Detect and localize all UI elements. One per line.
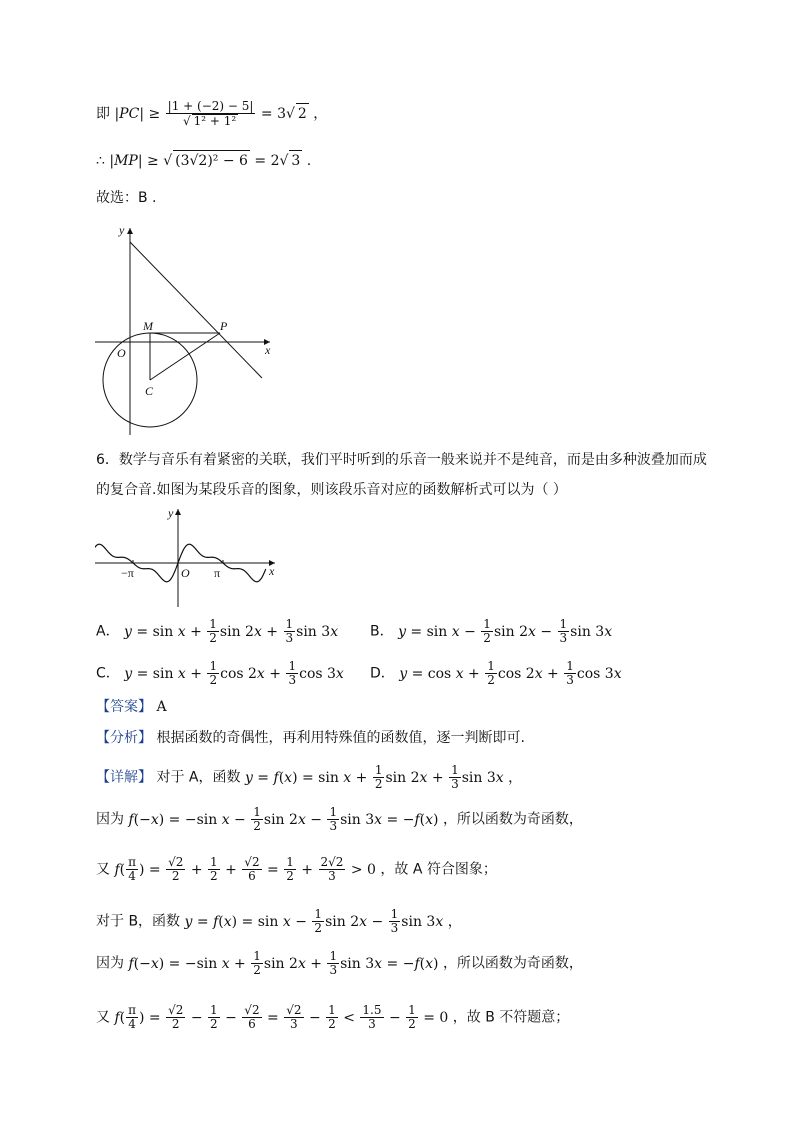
answer-value: A xyxy=(156,699,167,715)
pc-inequality: |PC| ≥ $\frac{|1 + (-2) - 5|}{\text{√ 1² + 1²}}$ = 3√ 2 ， xyxy=(114,99,328,128)
solution-prefix: 即 xyxy=(96,106,110,122)
figure-wave xyxy=(95,505,285,610)
label-x: x xyxy=(269,564,275,578)
option-a[interactable]: A． y = sin x + $\frac{1}{2}$ sin 2x + $\frac{1}{3}$ sin 3x xyxy=(96,617,339,645)
solution-line-pc xyxy=(96,100,327,128)
solution-choice: 故选：B . xyxy=(96,190,157,206)
label-p: P xyxy=(220,319,228,333)
label-y: y xyxy=(168,506,174,520)
label-pi: π xyxy=(214,566,221,580)
detail-b-value: 又 f( $\frac{\pi}{4}$ ) = $\frac{√2}{2}$ − $\frac{1}{2}$ − $\frac{√2}{6}$ = $\frac{√2}{3}$ − $\frac{1}{2}$ < $\frac{1.5}{3}$ − $\frac{1}{2}$ = 0 ，故 B 不符题意； xyxy=(96,1003,570,1031)
mp-inequality: ∴ |MP| ≥ √ (3√2)² − 6 = 2√ 3 . xyxy=(96,153,311,169)
option-b-formula: y = sin x − $\frac{1}{2}$ sin 2x − $\frac{1}{3}$ sin 3x xyxy=(398,617,613,645)
analysis-tag: 【分析】 xyxy=(96,730,152,746)
answer-tag: 【答案】 xyxy=(96,699,152,715)
label-c: C xyxy=(145,384,154,398)
label-o: O xyxy=(181,566,190,580)
label-x: x xyxy=(265,343,271,357)
option-c-formula: y = sin x + $\frac{1}{2}$ cos 2x + $\frac{1}{3}$ cos 3x xyxy=(124,659,344,687)
segment-pc xyxy=(150,333,220,380)
label-m: M xyxy=(143,319,153,333)
label-y: y xyxy=(119,223,125,237)
option-a-formula: y = sin x + $\frac{1}{2}$ sin 2x + $\frac{1}{3}$ sin 3x xyxy=(124,617,339,645)
label-neg-pi: −π xyxy=(121,566,134,580)
analysis-text: 根据函数的奇偶性，再利用特殊值的函数值，逐一判断即可. xyxy=(156,730,525,746)
detail-a-odd: 因为 f(−x) = −sin x − $\frac{1}{2}$ sin 2x − $\frac{1}{3}$ sin 3x = −f(x) ，所以函数为奇函数， xyxy=(96,805,583,833)
detail-a-intro: 【详解】 对于 A，函数 y = f(x) = sin x + $\frac{1}{2}$ sin 2x + $\frac{1}{3}$ sin 3x ， xyxy=(96,763,523,791)
analysis-line xyxy=(96,728,525,748)
detail-b-odd: 因为 f(−x) = −sin x + $\frac{1}{2}$ sin 2x + $\frac{1}{3}$ sin 3x = −f(x) ，所以函数为奇函数， xyxy=(96,949,583,977)
solution-line-mp xyxy=(96,150,311,171)
question6-stem-line2: 的复合音.如图为某段乐音的图象，则该段乐音对应的函数解析式可以为（ ） xyxy=(96,482,567,498)
detail-b-intro: 对于 B，函数 y = f(x) = sin x − $\frac{1}{2}$ sin 2x − $\frac{1}{3}$ sin 3x ， xyxy=(96,907,462,935)
option-d-formula: y = cos x + $\frac{1}{2}$ cos 2x + $\frac{1}{3}$ cos 3x xyxy=(399,659,622,687)
question6-stem-line1: 6．数学与音乐有着紧密的关联，我们平时听到的乐音一般来说并不是纯音，而是由多种波叠加而成 xyxy=(96,452,707,468)
label-o: O xyxy=(117,346,126,360)
option-d[interactable]: D． y = cos x + $\frac{1}{2}$ cos 2x + $\frac{1}{3}$ cos 3x xyxy=(370,659,622,687)
figure-circle-line xyxy=(95,220,280,440)
option-b[interactable]: B． y = sin x − $\frac{1}{2}$ sin 2x − $\frac{1}{3}$ sin 3x xyxy=(370,617,613,645)
detail-a-value: 又 f( $\frac{\pi}{4}$ ) = $\frac{√2}{2}$ + $\frac{1}{2}$ + $\frac{√2}{6}$ = $\frac{1}{2}$ + $\frac{2√2}{3}$ > 0 ，故 A 符合图象； xyxy=(96,855,497,883)
answer-line xyxy=(96,697,167,717)
detail-tag: 【详解】 xyxy=(96,769,152,786)
option-c[interactable]: C． y = sin x + $\frac{1}{2}$ cos 2x + $\frac{1}{3}$ cos 3x xyxy=(96,659,344,687)
